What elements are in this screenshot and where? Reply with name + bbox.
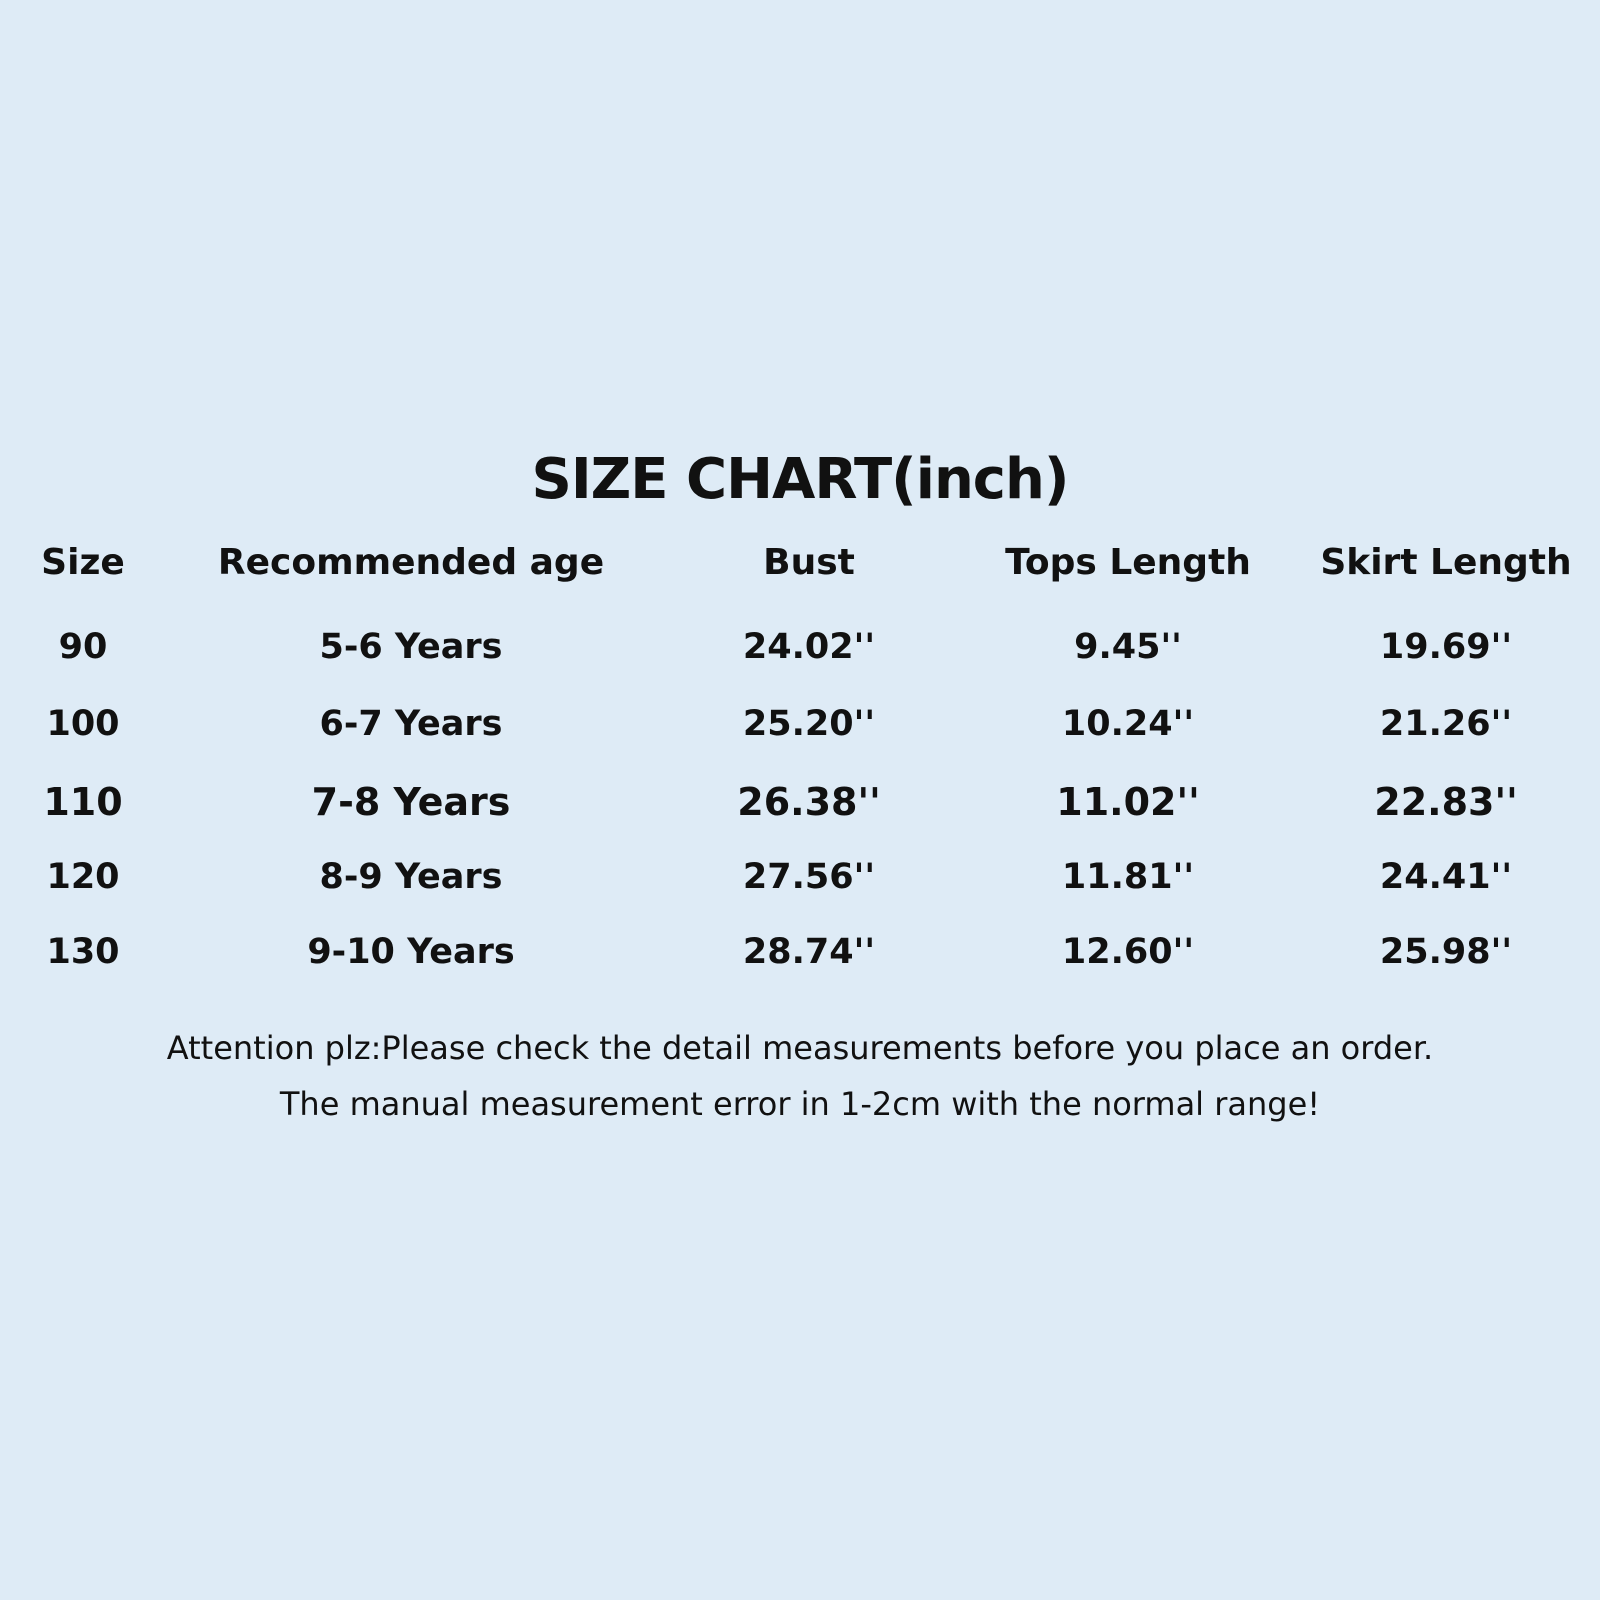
cell-age: 7-8 Years xyxy=(311,780,511,824)
cell-age: 8-9 Years xyxy=(319,857,503,897)
header-size: Size xyxy=(41,542,125,583)
cell-size: 90 xyxy=(58,627,108,667)
cell-skirt-length: 21.26'' xyxy=(1379,704,1513,744)
cell-tops-length: 11.02'' xyxy=(1056,780,1200,824)
cell-size: 100 xyxy=(46,704,120,744)
cell-tops-length: 11.81'' xyxy=(1061,857,1195,897)
header-tops-length: Tops Length xyxy=(1005,542,1251,583)
cell-age: 5-6 Years xyxy=(319,627,503,667)
header-bust: Bust xyxy=(763,542,855,583)
page-title: SIZE CHART(inch) xyxy=(531,447,1069,512)
cell-bust: 28.74'' xyxy=(742,932,876,972)
header-skirt-length: Skirt Length xyxy=(1320,542,1572,583)
cell-skirt-length: 24.41'' xyxy=(1379,857,1513,897)
cell-bust: 27.56'' xyxy=(742,857,876,897)
header-recommended-age: Recommended age xyxy=(217,542,605,583)
attention-note: Attention plz:Please check the detail measurements before you place an order. xyxy=(166,1029,1434,1067)
cell-tops-length: 12.60'' xyxy=(1061,932,1195,972)
cell-size: 110 xyxy=(43,780,123,824)
cell-skirt-length: 22.83'' xyxy=(1374,780,1518,824)
cell-skirt-length: 25.98'' xyxy=(1379,932,1513,972)
cell-age: 9-10 Years xyxy=(307,932,515,972)
cell-age: 6-7 Years xyxy=(319,704,503,744)
measurement-error-note: The manual measurement error in 1-2cm with the normal range! xyxy=(279,1085,1321,1123)
cell-tops-length: 10.24'' xyxy=(1061,704,1195,744)
cell-tops-length: 9.45'' xyxy=(1074,627,1182,667)
cell-skirt-length: 19.69'' xyxy=(1379,627,1513,667)
cell-bust: 26.38'' xyxy=(737,780,881,824)
cell-bust: 24.02'' xyxy=(742,627,876,667)
cell-bust: 25.20'' xyxy=(742,704,876,744)
cell-size: 130 xyxy=(46,932,120,972)
cell-size: 120 xyxy=(46,857,120,897)
